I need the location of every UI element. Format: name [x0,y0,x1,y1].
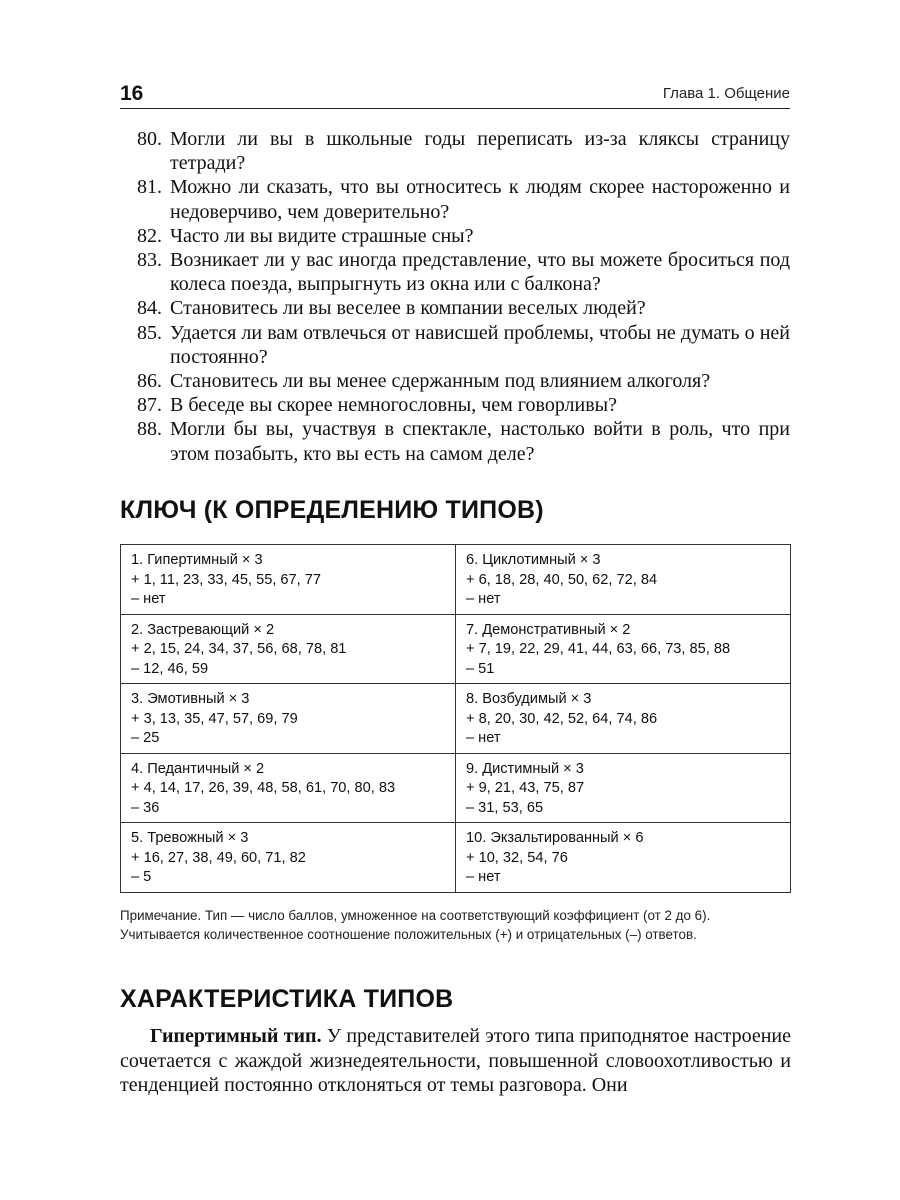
question-number: 82. [137,224,162,247]
minus-answers: – 12, 46, 59 [131,660,209,677]
type-title: 3. Эмотивный × 3 [131,691,250,707]
type-title: 5. Тревожный × 3 [131,830,249,846]
question-number: 86. [137,370,162,393]
question-number: 88. [137,418,162,441]
question-text: Могли ли вы в школьные годы переписать из-за кляксы страницу тетради? [170,128,790,175]
note-line: Примечание. Тип — число баллов, умноженное на соответствующий коэффициент (от 2 до 6). [120,908,711,923]
minus-answers: – 36 [131,799,160,816]
minus-answers: – нет [466,730,501,746]
page-header [120,80,790,109]
plus-answers: + 8, 20, 30, 42, 52, 64, 74, 86 [466,710,658,727]
paragraph-text: У представителей этого типа приподнятое настроение сочетается с жаждой жизнедеятельности, повышенной словоохотливостью и тенденцией постоянно отклоняться от темы разговора. Они [120,1025,791,1096]
type-title: 4. Педантичный × 2 [131,760,265,777]
minus-answers: – нет [466,591,501,607]
key-table [120,544,791,893]
question-item [120,248,790,296]
plus-answers: + 3, 13, 35, 47, 57, 69, 79 [131,710,298,727]
question-text: Можно ли сказать, что вы относитесь к людям скорее настороженно и недоверчиво, чем доверительно? [170,176,790,223]
plus-answers: + 6, 18, 28, 40, 50, 62, 72, 84 [466,571,658,588]
table-note [120,906,800,944]
question-item [120,321,790,369]
question-item [120,393,790,417]
table-cell [456,545,791,615]
chapter-title: Глава 1. Общение [662,85,790,102]
question-item [120,224,790,248]
question-text: В беседе вы скорее немногословны, чем говорливы? [170,394,617,417]
plus-answers: + 7, 19, 22, 29, 41, 44, 63, 66, 73, 85, 88 [466,641,731,657]
table-cell [121,753,456,823]
plus-answers: + 10, 32, 54, 76 [466,849,568,866]
minus-answers: – нет [466,869,501,885]
type-title: 2. Застревающий × 2 [131,621,275,638]
table-cell [456,823,791,893]
table-cell [121,545,456,615]
table-cell [121,614,456,684]
question-item [120,175,790,223]
question-number: 87. [137,394,162,417]
type-title: 6. Циклотимный × 3 [466,552,601,568]
plus-answers: + 2, 15, 24, 34, 37, 56, 68, 78, 81 [131,641,347,657]
minus-answers: – 51 [466,660,495,677]
plus-answers: + 9, 21, 43, 75, 87 [466,780,585,796]
question-text: Удается ли вам отвлечься от нависшей проблемы, чтобы не думать о ней постоянно? [170,321,790,368]
types-heading: ХАРАКТЕРИСТИКА ТИПОВ [120,985,454,1013]
type-title: 10. Экзальтированный × 6 [466,830,644,846]
table-cell [121,823,456,893]
table-cell [456,753,791,823]
question-item [120,296,790,320]
page-number: 16 [120,82,144,105]
minus-answers: – 5 [131,869,152,885]
type-title: 7. Демонстративный × 2 [466,621,631,638]
plus-answers: + 1, 11, 23, 33, 45, 55, 67, 77 [131,571,322,588]
minus-answers: – 31, 53, 65 [466,799,544,816]
question-text: Возникает ли у вас иногда представление, что вы можете броситься под колеса поезда, выпрыгнуть из окна или с балкона? [170,249,790,296]
type-title: 8. Возбудимый × 3 [466,691,592,707]
table-row [121,753,791,823]
question-number: 81. [137,176,162,199]
question-text: Становитесь ли вы веселее в компании веселых людей? [170,297,646,320]
table-row [121,823,791,893]
plus-answers: + 16, 27, 38, 49, 60, 71, 82 [131,849,306,866]
question-list [120,127,790,466]
type-title: 1. Гипертимный × 3 [131,552,263,568]
key-heading: КЛЮЧ (К ОПРЕДЕЛЕНИЮ ТИПОВ) [120,496,544,524]
table-cell [456,614,791,684]
question-text: Могли бы вы, участвуя в спектакле, настолько войти в роль, что при этом позабыть, кто вы есть на самом деле? [170,418,790,465]
table-row [121,614,791,684]
paragraph-lead: Гипертимный тип. [150,1025,322,1047]
question-number: 80. [137,128,162,150]
table-row [121,684,791,754]
question-number: 85. [137,321,162,344]
minus-answers: – 25 [131,730,160,746]
question-number: 83. [137,249,162,272]
question-item [120,127,790,175]
question-item [120,369,790,393]
body-paragraph [120,1024,791,1098]
note-line: Учитывается количественное соотношение положительных (+) и отрицательных (–) ответов. [120,927,697,942]
table-cell [121,684,456,754]
table-cell [456,684,791,754]
question-text: Часто ли вы видите страшные сны? [170,224,474,247]
question-text: Становитесь ли вы менее сдержанным под влиянием алкоголя? [170,370,711,393]
type-title: 9. Дистимный × 3 [466,760,584,777]
plus-answers: + 4, 14, 17, 26, 39, 48, 58, 61, 70, 80, 83 [131,780,396,796]
question-number: 84. [137,297,162,320]
minus-answers: – нет [131,591,166,607]
table-row [121,545,791,615]
question-item [120,417,790,465]
